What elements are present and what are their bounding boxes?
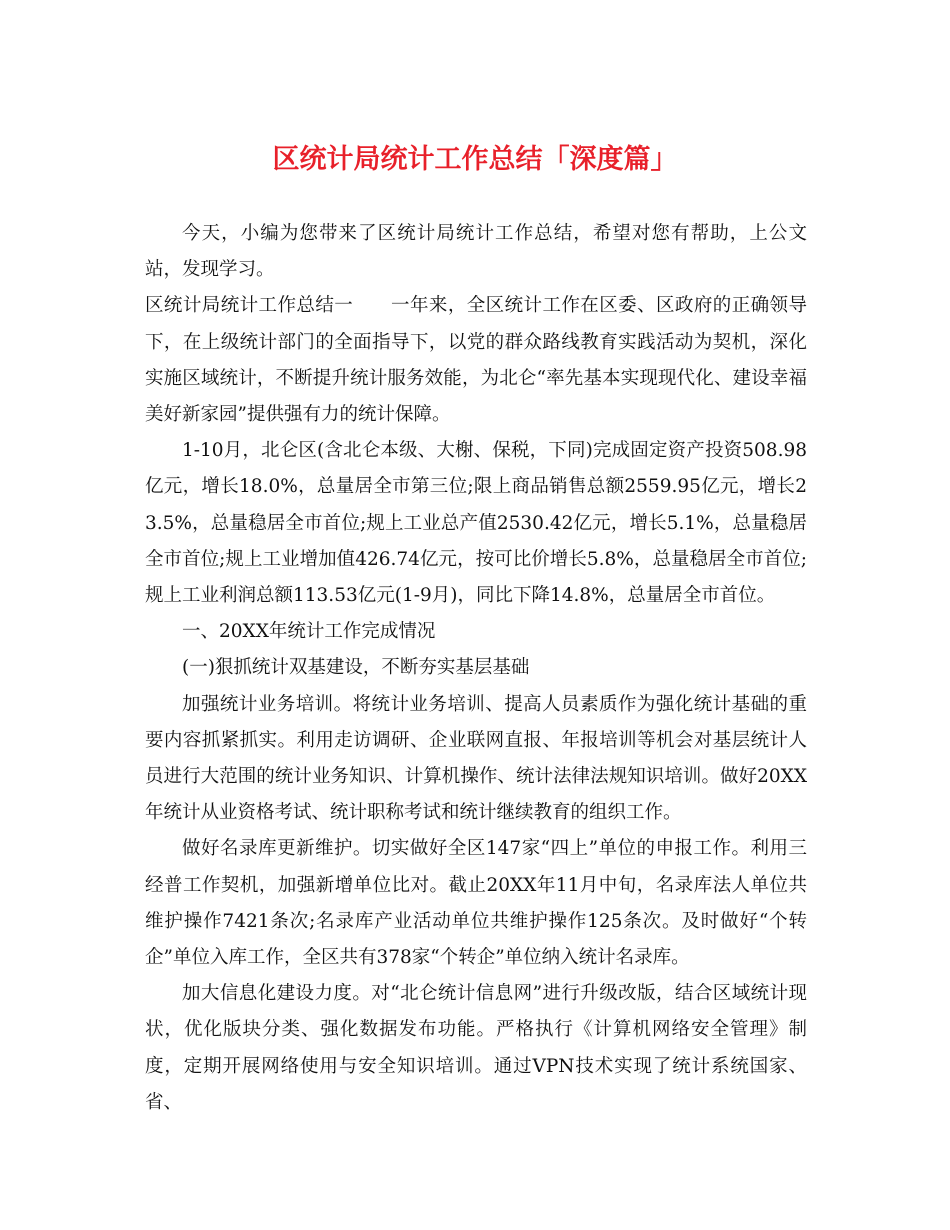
paragraph-training: 加强统计业务培训。将统计业务培训、提高人员素质作为强化统计基础的重要内容抓紧抓实。利用走访调研、企业联网直报、年报培训等机会对基层统计人员进行大范围的统计业务知识、计算机操作、统计法律法规知识培训。做好20XX年统计从业资格考试、统计职称考试和统计继续教育的组织工作。 bbox=[145, 693, 807, 824]
paragraph-directory: 做好名录库更新维护。切实做好全区147家“四上”单位的申报工作。利用三经普工作契机，加强新增单位比对。截止20XX年11月中旬，名录库法人单位共维护操作7421条次;名录库产业活动单位共维护操作125条次。及时做好“个转企”单位入库工作，全区共有378家“个转企”单位纳入统计名录库。 bbox=[145, 838, 807, 969]
section-heading-1: 一、20XX年统计工作完成情况 bbox=[182, 621, 436, 643]
document-title: 区统计局统计工作总结「深度篇」 bbox=[272, 144, 678, 175]
paragraph-intro: 今天，小编为您带来了区统计局统计工作总结，希望对您有帮助，上公文站，发现学习。 bbox=[145, 223, 807, 281]
paragraph-informatization: 加大信息化建设力度。对“北仑统计信息网”进行升级改版，结合区域统计现状，优化版块分类、强化数据发布功能。严格执行《计算机网络安全管理》制度，定期开展网络使用与安全知识培训。通过VPN技术实现了统计系统国家、省、 bbox=[145, 983, 807, 1113]
paragraph-summary-one: 区统计局统计工作总结一 一年来，全区统计工作在区委、区政府的正确领导下，在上级统计部门的全面指导下，以党的群众路线教育实践活动为契机，深化实施区域统计，不断提升统计服务效能，为北仑“率先基本实现现代化、建设幸福美好新家园”提供强有力的统计保障。 bbox=[145, 295, 807, 426]
subsection-heading-1: (一)狠抓统计双基建设，不断夯实基层基础 bbox=[182, 657, 530, 679]
document-body bbox=[145, 216, 807, 1121]
paragraph-statistics: 1-10月，北仑区(含北仑本级、大榭、保税，下同)完成固定资产投资508.98亿元，增长18.0%，总量居全市第三位;限上商品销售总额2559.95亿元，增长23.5%，总量稳居全市首位;规上工业总产值2530.42亿元，增长5.1%，总量稳居全市首位;规上工业增加值426.74亿元，按可比价增长5.8%，总量稳居全市首位;规上工业利润总额113.53亿元(1-9月)，同比下降14.8%，总量居全市首位。 bbox=[145, 440, 807, 607]
